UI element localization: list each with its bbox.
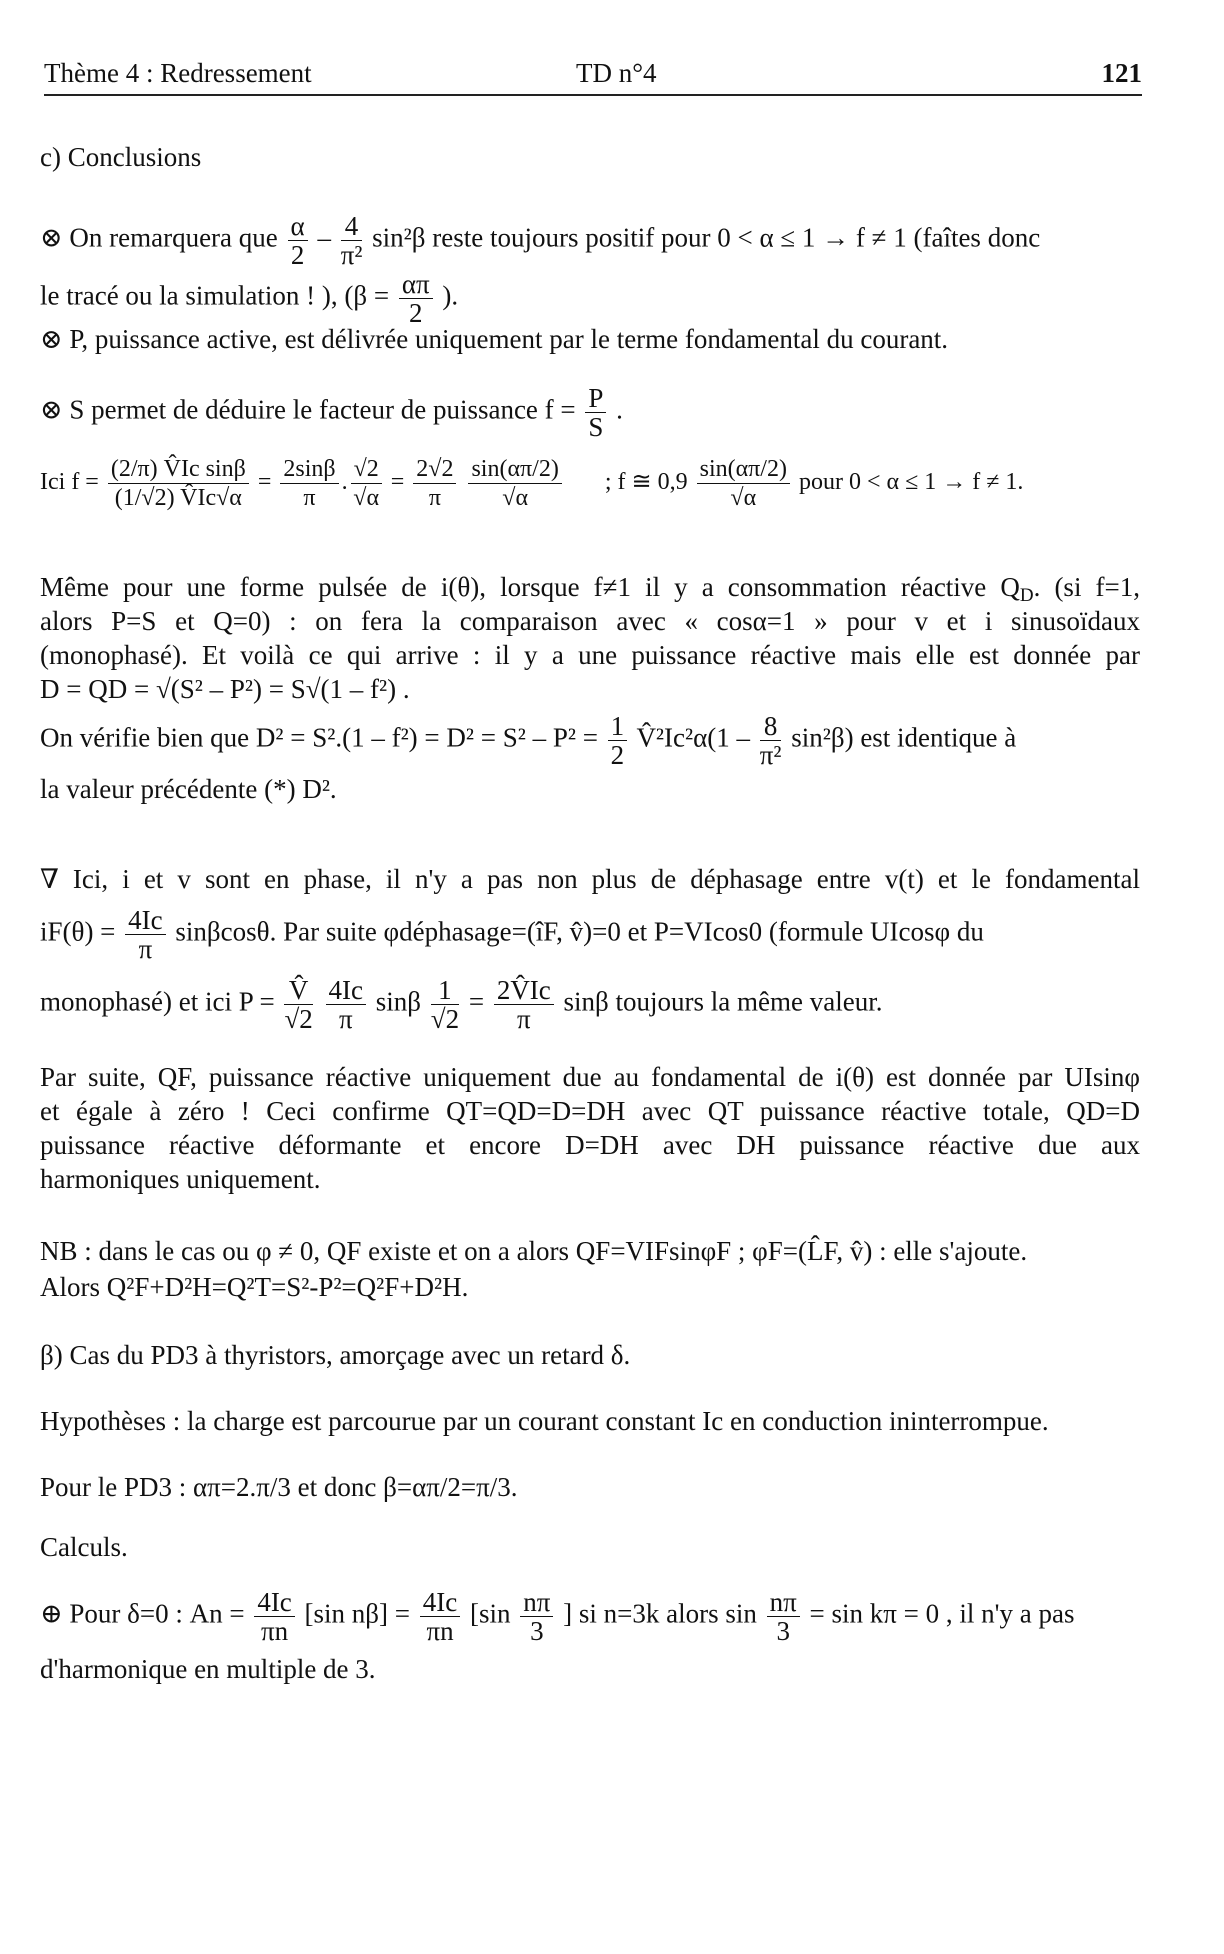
fraction: $\frac{V̂}{√2}$ — [284, 975, 313, 1034]
fraction: $\frac{P}{S}$ — [585, 384, 606, 441]
fraction: $\frac{2√2}{\pi}$ — [413, 455, 456, 512]
subsection-title: β) Cas du PD3 à thyristors, amorçage avec un retard δ. — [40, 1340, 631, 1370]
paragraph-active-power: ⊗ P, puissance active, est délivrée uniquement par le terme fondamental du courant. — [40, 324, 949, 354]
note-line1: NB : dans le cas ou φ ≠ 0, QF existe et on a alors QF=VIFsinφF ; φF=(L̂F, v̂) : elle s'ajoute. — [40, 1236, 1028, 1266]
fraction: $\frac{n\pi}{3}$ — [520, 1588, 553, 1645]
equation-harmonics: ⊕ Pour δ=0 : An = $\frac{4Ic}{\pi n}$ [sin nβ] = $\frac{4Ic}{\pi n}$ [sin $\frac{n\pi}{3}$ ] si n=3k alors sin $\frac{n\pi}{3}$ = sin kπ = 0 , il n'y a pas — [40, 1587, 1075, 1646]
fraction: $\frac{2V̂Ic}{\pi}$ — [494, 976, 554, 1033]
pd3-line: Pour le PD3 : απ=2.π/3 et donc β=απ/2=π/3. — [40, 1472, 518, 1502]
fraction: $\frac{4Ic}{\pi n}$ — [420, 1588, 460, 1645]
paragraph-in-phase-line3: monophasé) et ici P = $\frac{V̂}{√2}$ $\frac{4Ic}{\pi}$ sinβ $\frac{1}{√2}$ = $\frac{2V̂Ic}{\pi}$ sinβ toujours la même valeur. — [40, 975, 883, 1034]
fraction: $\frac{1}{2}$ — [608, 712, 628, 769]
fraction: $\frac{n\pi}{3}$ — [767, 1588, 800, 1645]
header-td: TD n°4 — [576, 58, 657, 88]
section-title: c) Conclusions — [40, 142, 202, 172]
fraction: $\frac{4}{\text{π²}}$ — [340, 211, 363, 270]
fraction: $\frac{\sin(\alpha\pi/2)}{√\alpha}$ — [697, 455, 790, 512]
paragraph-in-phase-line2: iF(θ) = $\frac{4Ic}{\pi}$ sinβcosθ. Par suite φdéphasage=(îF, v̂)=0 et P=VIcos0 (formule UIcosφ du — [40, 905, 984, 964]
fraction: $\frac{4Ic}{\pi}$ — [125, 906, 165, 963]
paragraph-verify-cont: la valeur précédente (*) D². — [40, 774, 337, 804]
paragraph-in-phase-line1: ∇ Ici, i et v sont en phase, il n'y a pas non plus de déphasage entre v(t) et le fondamental — [40, 864, 1140, 894]
fraction: $\frac{\text{(2/π) V̂Ic sinβ}}{(1/√2) V̂Ic√\alpha}$ — [108, 455, 249, 512]
paragraph-reactive-line3: (monophasé). Et voilà ce qui arrive : il y a une puissance réactive mais elle est donnée par — [40, 640, 1140, 670]
note-line2: Alors Q²F+D²H=Q²T=S²-P²=Q²F+D²H. — [40, 1272, 469, 1302]
paragraph-fundamental-line1: Par suite, QF, puissance réactive uniquement due au fondamental de i(θ) est donnée par UIsinφ — [40, 1062, 1140, 1092]
paragraph-reactive-line2: alors P=S et Q=0) : on fera la comparaison avec « cosα=1 » pour v et i sinusoïdaux — [40, 606, 1140, 636]
fraction: $\frac{\alpha\pi}{2}$ — [399, 270, 433, 327]
fraction: $\frac{4Ic}{\pi}$ — [326, 976, 366, 1033]
fraction: $\frac{√2}{√\alpha}$ — [351, 455, 382, 512]
fraction: $\frac{1}{√2}$ — [430, 975, 460, 1034]
paragraph-remark-cont: le tracé ou la simulation ! ), (β = $\frac{\alpha\pi}{2}$ ). — [40, 269, 459, 328]
paragraph-verify: On vérifie bien que D² = S².(1 – f²) = D² = S² – P² = $\frac{1}{2}$ V̂²Ic²α(1 – $\frac{8}{\text{π²}}$ sin²β) est identique à — [40, 711, 1017, 770]
equation-deformation: D = QD = √(S² – P²) = S√(1 – f²) . — [40, 674, 410, 704]
paragraph-power-factor: ⊗ S permet de déduire le facteur de puissance f = $\frac{P}{S}$ . — [40, 383, 623, 442]
paragraph-reactive-line1: Même pour une forme pulsée de i(θ), lorsque f≠1 il y a consommation réactive $Q_D$. (si f=1, — [40, 572, 1140, 606]
fraction: $\frac{2\sin\beta}{\pi}$ — [280, 455, 338, 512]
fraction: $\frac{\sin(\alpha\pi/2)}{√\alpha}$ — [468, 455, 561, 512]
header-chapter: Thème 4 : Redressement — [44, 58, 312, 88]
calculs-heading: Calculs. — [40, 1532, 128, 1562]
fraction: $\frac{\alpha}{2}$ — [288, 212, 308, 269]
page-header — [44, 58, 1142, 96]
page-number: 121 — [1101, 58, 1142, 88]
equation-power-factor: Ici f = $\frac{\text{(2/π) V̂Ic sinβ}}{(1/√2) V̂Ic√\alpha}$ = $\frac{2\sin\beta}{\pi}$ . $\frac{√2}{√\alpha}$ = $\frac{2√2}{\pi}$ $\frac{\sin(\alpha\pi/2)}{√\alpha}$ ; f ≅ 0,9 $\frac{\sin(\alpha\pi/2)}{√\alpha}$ pour 0 < α ≤ 1 → f ≠ 1. — [40, 456, 1024, 511]
paragraph-fundamental-line4: harmoniques uniquement. — [40, 1164, 321, 1194]
fraction: $\frac{8}{\text{π²}}$ — [759, 711, 782, 770]
paragraph-fundamental-line2: et égale à zéro ! Ceci confirme QT=QD=D=DH avec QT puissance réactive totale, QD=D — [40, 1096, 1140, 1126]
paragraph-remark: ⊗ On remarquera que $\frac{\alpha}{2}$ – $\frac{4}{\text{π²}}$ sin²β reste toujours positif pour 0 < α ≤ 1 → f ≠ 1 (faîtes donc — [40, 211, 1041, 270]
harmonics-conclusion: d'harmonique en multiple de 3. — [40, 1654, 376, 1684]
fraction: $\frac{4Ic}{\pi n}$ — [254, 1588, 294, 1645]
hypotheses-line: Hypothèses : la charge est parcourue par un courant constant Ic en conduction ininterrompue. — [40, 1406, 1049, 1436]
paragraph-fundamental-line3: puissance réactive déformante et encore D=DH avec DH puissance réactive due aux — [40, 1130, 1140, 1160]
